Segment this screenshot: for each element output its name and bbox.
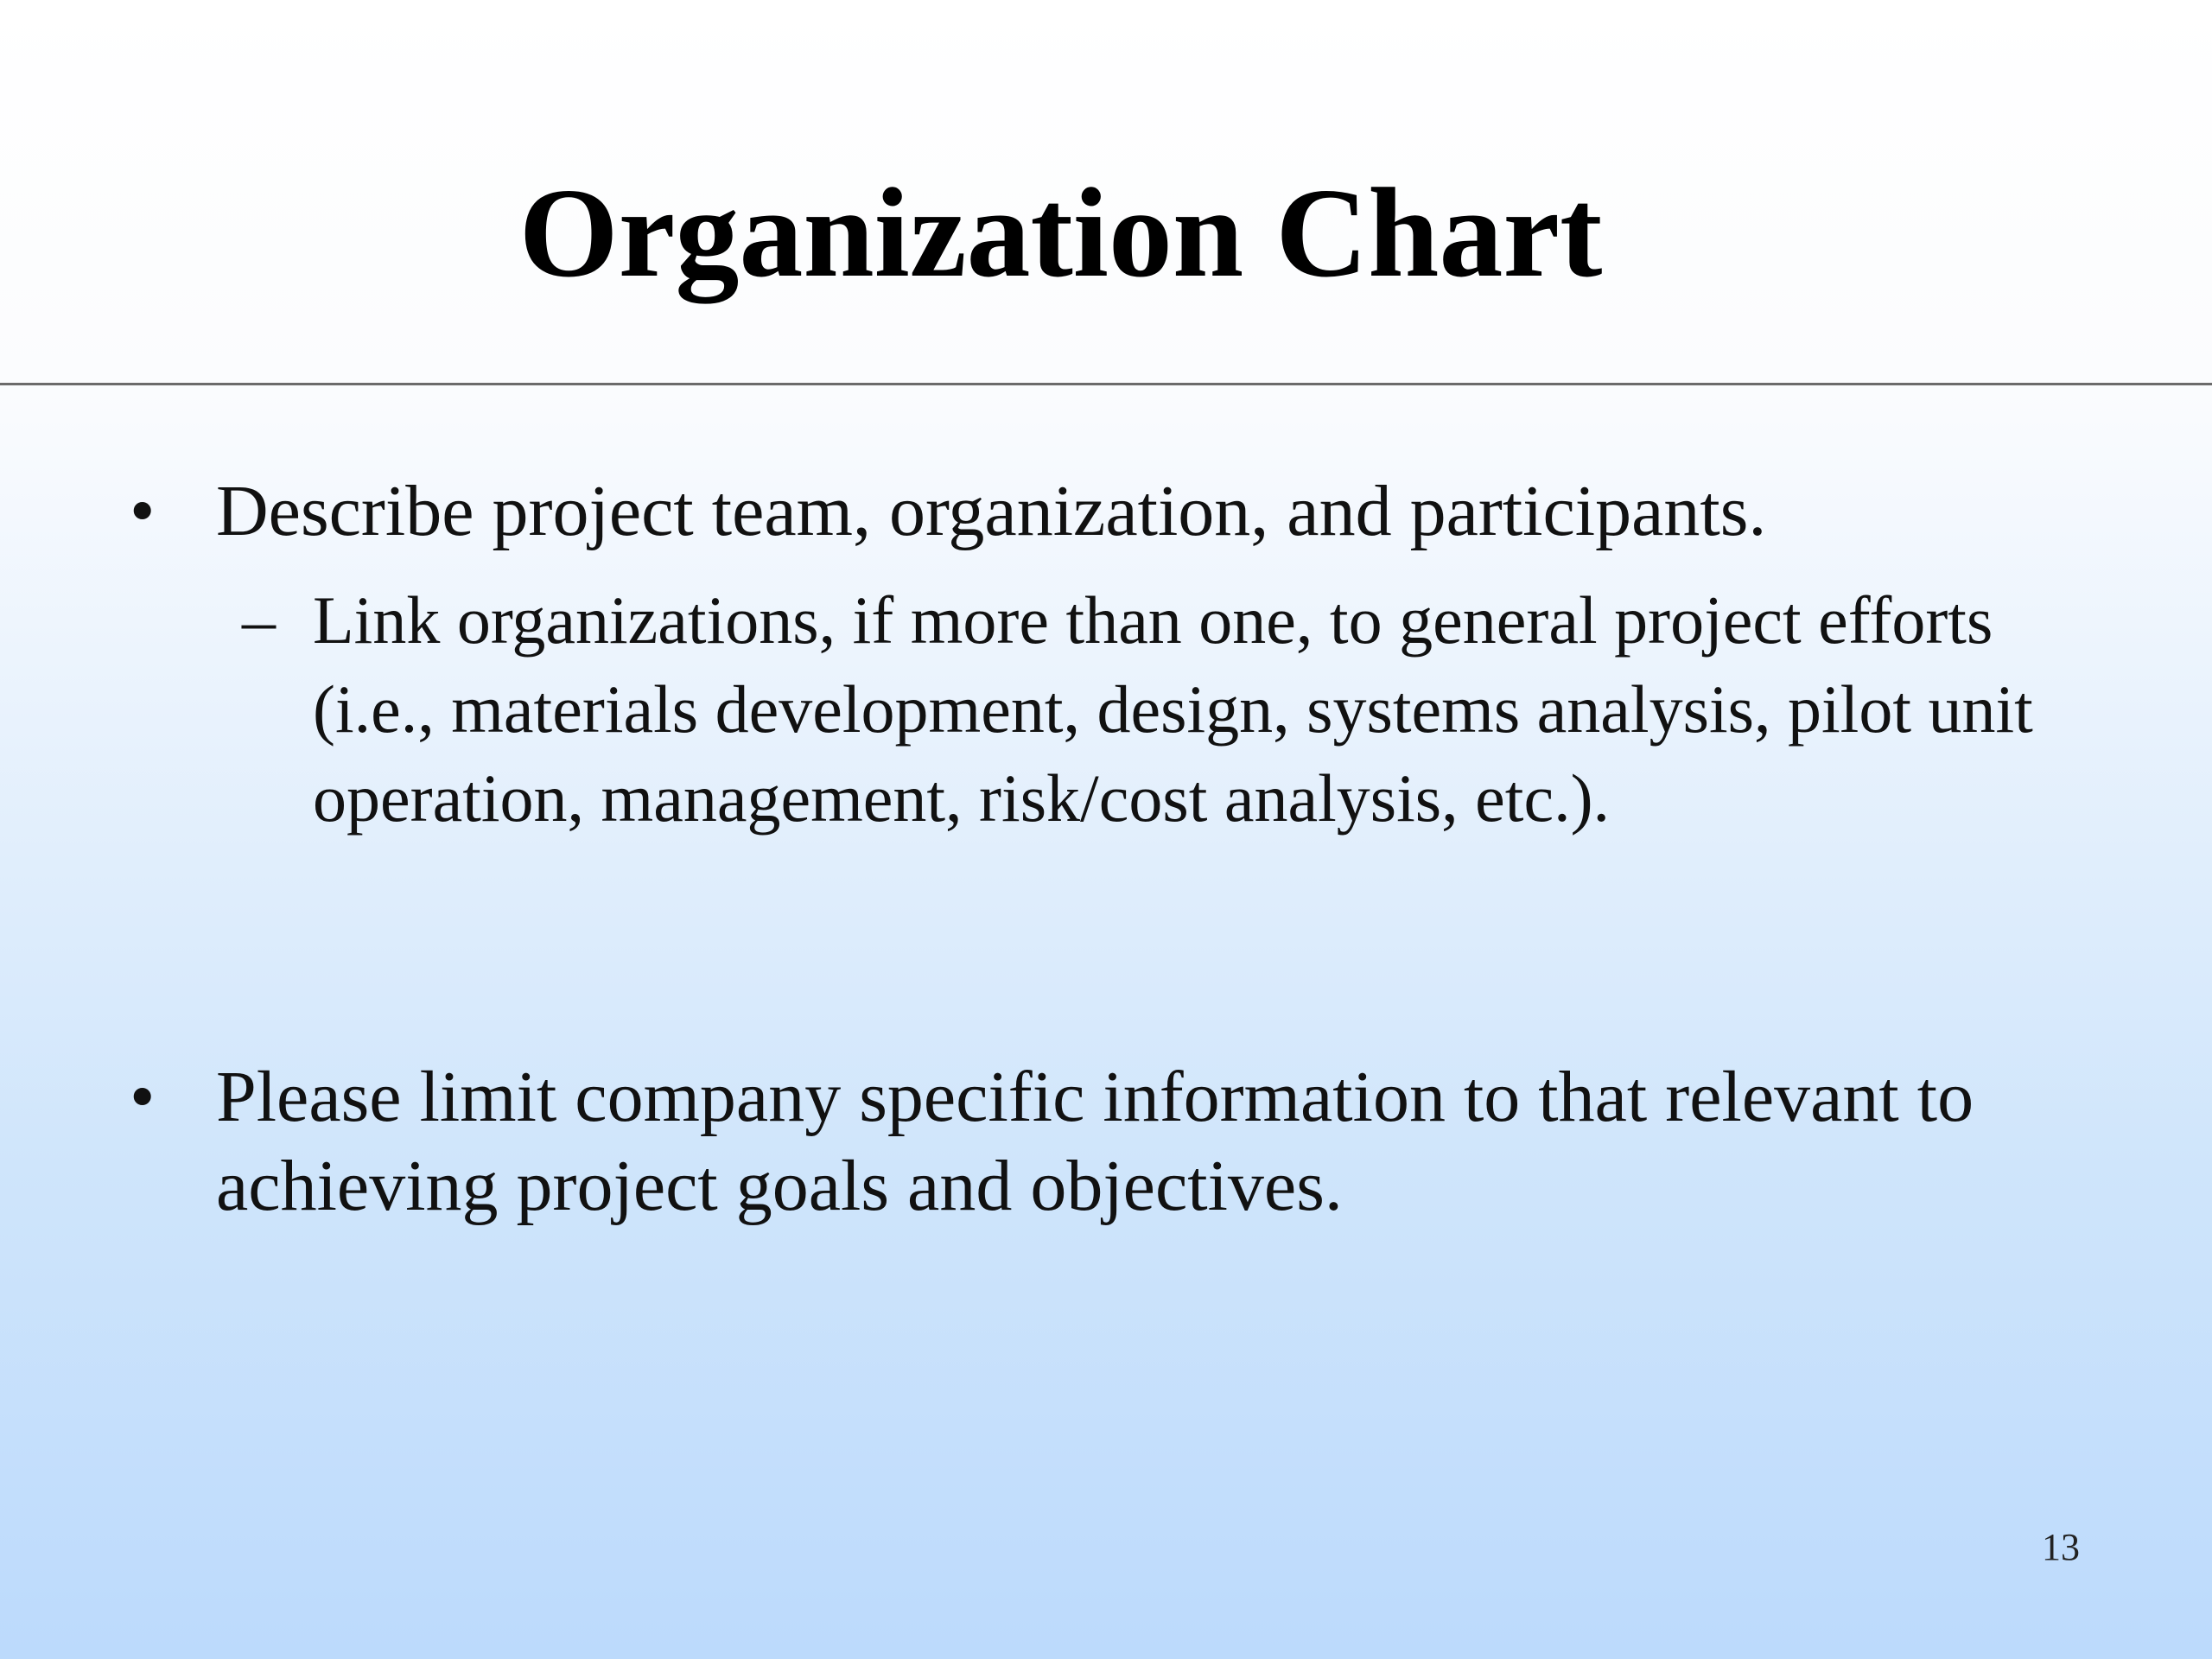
slide-title: Organization Chart	[518, 162, 1603, 304]
bullet-marker: •	[130, 1057, 156, 1137]
bullet-item-2	[130, 1052, 2117, 1230]
bullet-marker: •	[130, 471, 156, 551]
title-divider	[0, 383, 2212, 385]
sub-bullet-marker: –	[242, 582, 276, 658]
sub-bullet-item-1	[242, 575, 2056, 842]
page-number: 13	[2042, 1526, 2080, 1568]
sub-bullet-text: Link organizations, if more than one, to general project efforts (i.e., materials development, design, systems analysis, pilot unit operation, management, risk/cost analysis, etc.).	[313, 582, 2033, 836]
bullet-item-1	[130, 467, 2117, 556]
bullet-text: Describe project team, organization, and participants.	[216, 471, 1767, 551]
bullet-text: Please limit company specific information to that relevant to achieving project goals and objectives.	[216, 1057, 1974, 1226]
